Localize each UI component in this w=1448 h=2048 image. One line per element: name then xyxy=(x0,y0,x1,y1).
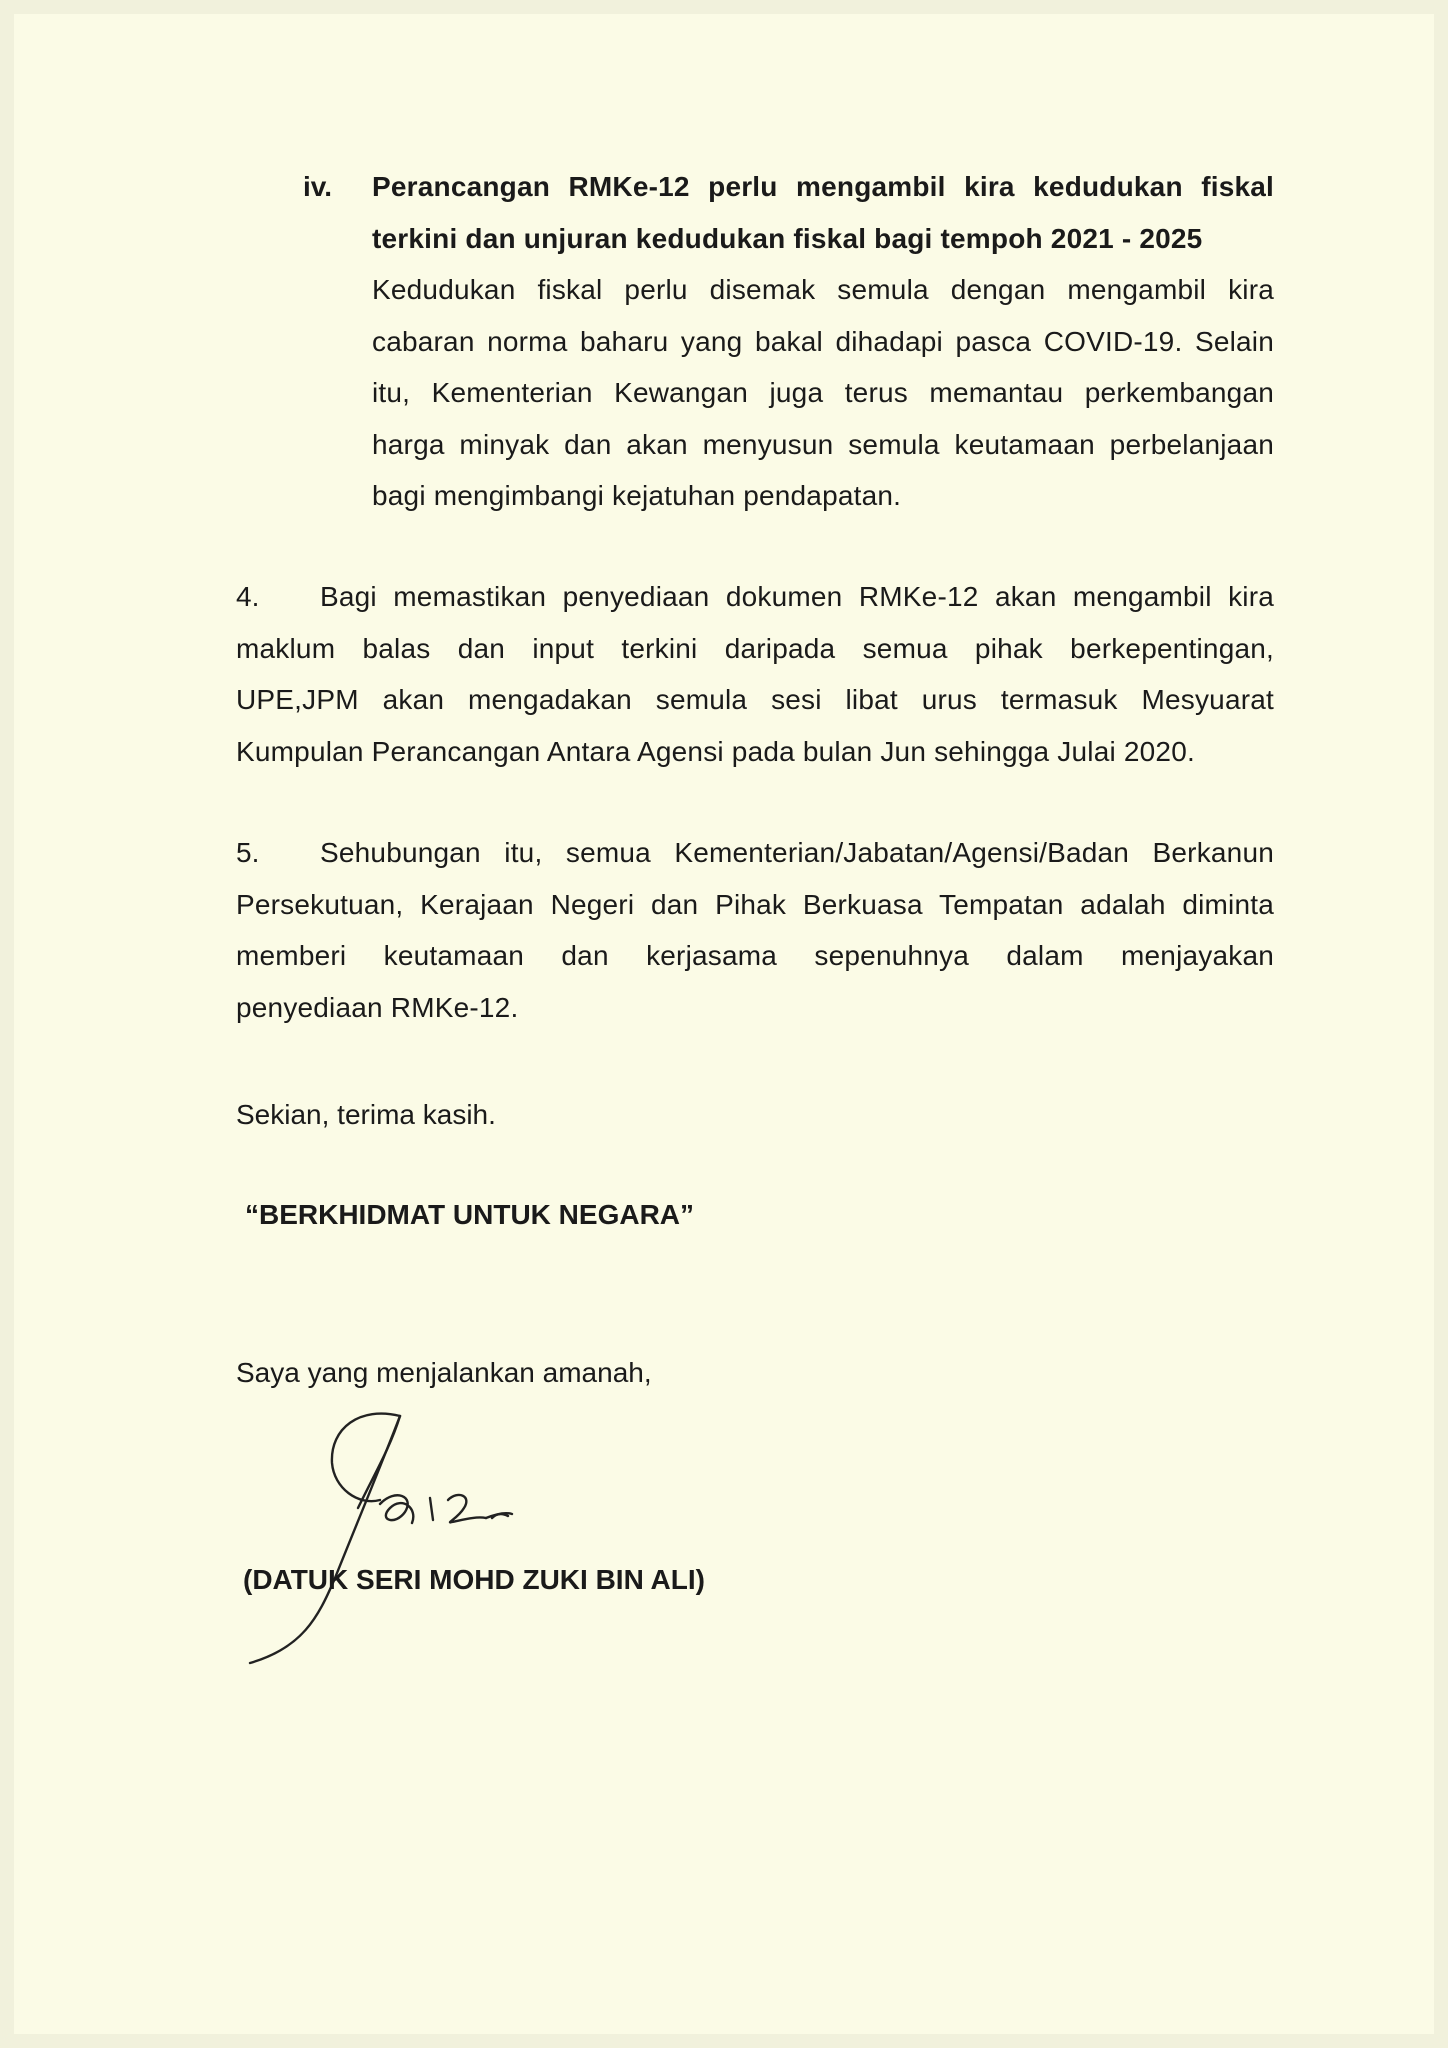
item-iv-heading-line-1: Perancangan RMKe-12 perlu mengambil kira kedudukan fiskal xyxy=(372,171,1274,202)
item-iv-text-line-2: cabaran norma baharu yang bakal dihadapi pasca COVID-19. Selain xyxy=(372,325,1274,357)
closing-text: Sekian, terima kasih. xyxy=(236,1099,496,1130)
paragraph-5-line-3: memberi keutamaan dan kerjasama sepenuhnya dalam menjayakan xyxy=(236,940,1274,971)
item-iv-block xyxy=(372,161,1274,522)
item-iv-text-line-4: harga minyak dan akan menyusun semula keutamaan perbelanjaan xyxy=(372,428,1274,460)
item-iv-text-line-1: Kedudukan fiskal perlu disemak semula dengan mengambil kira xyxy=(372,274,1274,305)
signatory-name: (DATUK SERI MOHD ZUKI BIN ALI) xyxy=(243,1564,705,1595)
paragraph-5-line-1: Sehubungan itu, semua Kementerian/Jabatan/Agensi/Badan Berkanun xyxy=(320,837,1274,868)
paragraph-4-line-4: Kumpulan Perancangan Antara Agensi pada bulan Jun sehingga Julai 2020. xyxy=(236,735,1195,767)
paragraph-number-5: 5. xyxy=(236,837,260,868)
paragraph-4 xyxy=(236,571,1274,777)
paragraph-5-line-2: Persekutuan, Kerajaan Negeri dan Pihak Berkuasa Tempatan adalah diminta xyxy=(236,888,1274,920)
item-iv-text-line-5: bagi mengimbangi kejatuhan pendapatan. xyxy=(372,480,902,511)
item-iv-heading-line-2: terkini dan unjuran kedudukan fiskal bagi tempoh 2021 - 2025 xyxy=(372,222,1203,254)
paragraph-4-line-3: UPE,JPM akan mengadakan semula sesi libat urus termasuk Mesyuarat xyxy=(236,684,1274,715)
paragraph-4-line-1: Bagi memastikan penyediaan dokumen RMKe-12 akan mengambil kira xyxy=(320,581,1274,612)
paragraph-number-4: 4. xyxy=(236,581,260,612)
paragraph-5 xyxy=(236,827,1274,1033)
signature xyxy=(240,1408,570,1678)
sign-off-text: Saya yang menjalankan amanah, xyxy=(236,1357,652,1388)
motto: “BERKHIDMAT UNTUK NEGARA” xyxy=(245,1199,695,1230)
paragraph-5-line-4: penyediaan RMKe-12. xyxy=(236,991,519,1023)
paragraph-4-line-2: maklum balas dan input terkini daripada semua pihak berkepentingan, xyxy=(236,632,1274,664)
item-iv-text-line-3: itu, Kementerian Kewangan juga terus memantau perkembangan xyxy=(372,377,1274,408)
item-number-iv: iv. xyxy=(303,171,333,202)
